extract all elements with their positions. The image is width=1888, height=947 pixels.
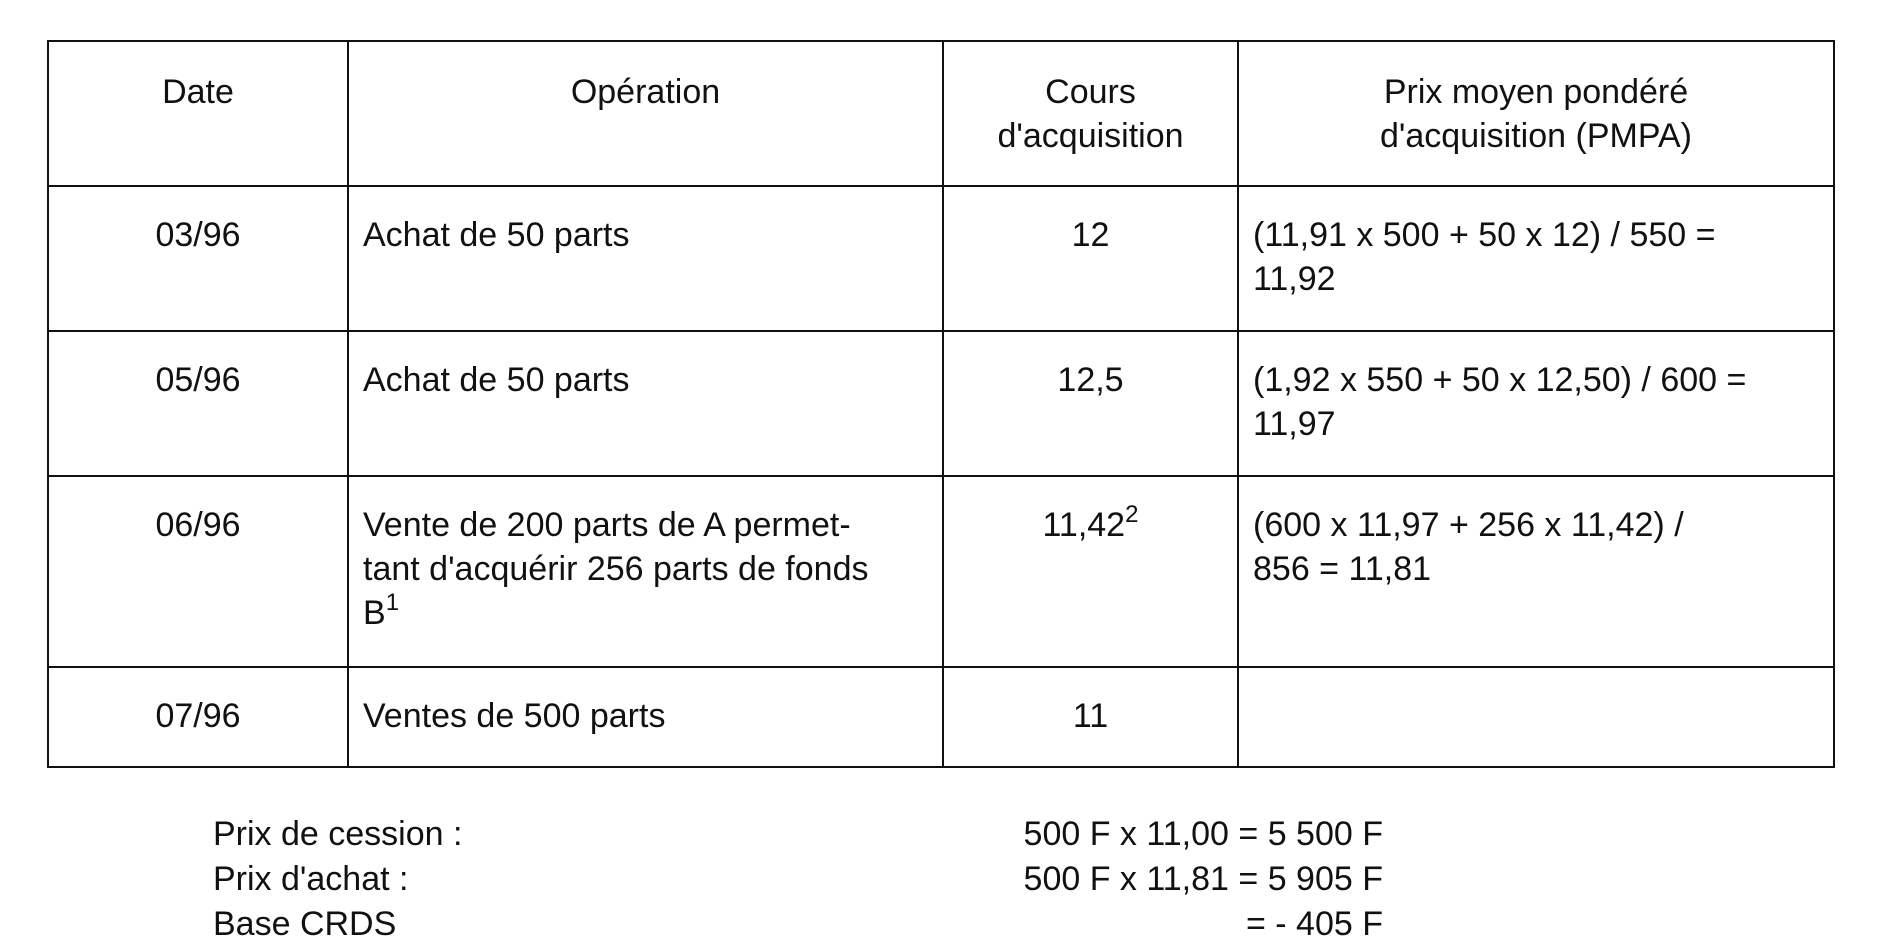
header-cours-line2: d'acquisition bbox=[997, 117, 1184, 155]
cell-cours: 11 bbox=[943, 667, 1238, 767]
table-row bbox=[48, 667, 1834, 767]
cell-cours: 12 bbox=[943, 186, 1238, 331]
table-row bbox=[48, 186, 1834, 331]
operation-line2: tant d'acquérir 256 parts de fonds bbox=[363, 550, 869, 588]
header-pmpa-line1: Prix moyen pondéré bbox=[1383, 73, 1689, 111]
header-operation bbox=[348, 41, 943, 186]
summary-row-base bbox=[213, 902, 1383, 947]
pmpa-result: 856 = 11,81 bbox=[1253, 550, 1432, 588]
cell-date: 06/96 bbox=[48, 476, 348, 667]
cell-cours: 12,5 bbox=[943, 331, 1238, 476]
pmpa-result: 11,97 bbox=[1253, 405, 1336, 443]
operation-line3 bbox=[363, 591, 928, 635]
pmpa-formula: (11,91 x 500 + 50 x 12) / 550 = bbox=[1253, 216, 1716, 254]
table-header-row bbox=[48, 41, 1834, 186]
cell-pmpa bbox=[1238, 667, 1834, 767]
table-row bbox=[48, 476, 1834, 667]
cours-value: 11,42 bbox=[1042, 506, 1126, 544]
header-pmpa bbox=[1238, 41, 1834, 186]
pmpa-result: 11,92 bbox=[1253, 260, 1336, 298]
summary-label: Prix de cession : bbox=[213, 815, 463, 853]
header-operation-label: Opération bbox=[570, 73, 721, 111]
operation-fund-label: B bbox=[363, 594, 386, 632]
footnote-marker-1: 1 bbox=[385, 589, 400, 616]
header-date-label: Date bbox=[162, 73, 234, 111]
summary-row-achat bbox=[213, 857, 1383, 902]
cell-operation: Ventes de 500 parts bbox=[348, 667, 943, 767]
header-date bbox=[48, 41, 348, 186]
cell-operation: Achat de 50 parts bbox=[348, 186, 943, 331]
summary-label: Base CRDS bbox=[213, 905, 397, 943]
header-pmpa-line2: d'acquisition (PMPA) bbox=[1380, 117, 1692, 155]
summary-value: 500 F x 11,81 = 5 905 F bbox=[1023, 860, 1383, 898]
summary-label: Prix d'achat : bbox=[213, 860, 409, 898]
header-cours bbox=[943, 41, 1238, 186]
crds-summary bbox=[213, 812, 1383, 947]
summary-value: 500 F x 11,00 = 5 500 F bbox=[1023, 815, 1383, 853]
footnote-marker-2: 2 bbox=[1125, 501, 1139, 528]
cell-operation: Achat de 50 parts bbox=[348, 331, 943, 476]
cell-pmpa bbox=[1238, 186, 1834, 331]
operation-line1: Vente de 200 parts de A permet- bbox=[363, 506, 851, 544]
pmpa-table bbox=[47, 40, 1835, 768]
table-row bbox=[48, 331, 1834, 476]
summary-row-cession bbox=[213, 812, 1383, 857]
cell-date: 05/96 bbox=[48, 331, 348, 476]
summary-value: = - 405 F bbox=[1245, 905, 1383, 943]
cell-operation bbox=[348, 476, 943, 667]
cell-cours bbox=[943, 476, 1238, 667]
cell-date: 07/96 bbox=[48, 667, 348, 767]
cell-pmpa bbox=[1238, 331, 1834, 476]
pmpa-formula: (1,92 x 550 + 50 x 12,50) / 600 = bbox=[1253, 361, 1747, 399]
pmpa-formula: (600 x 11,97 + 256 x 11,42) / bbox=[1253, 506, 1684, 544]
cell-pmpa bbox=[1238, 476, 1834, 667]
header-cours-line1: Cours bbox=[1045, 73, 1136, 111]
cell-date: 03/96 bbox=[48, 186, 348, 331]
